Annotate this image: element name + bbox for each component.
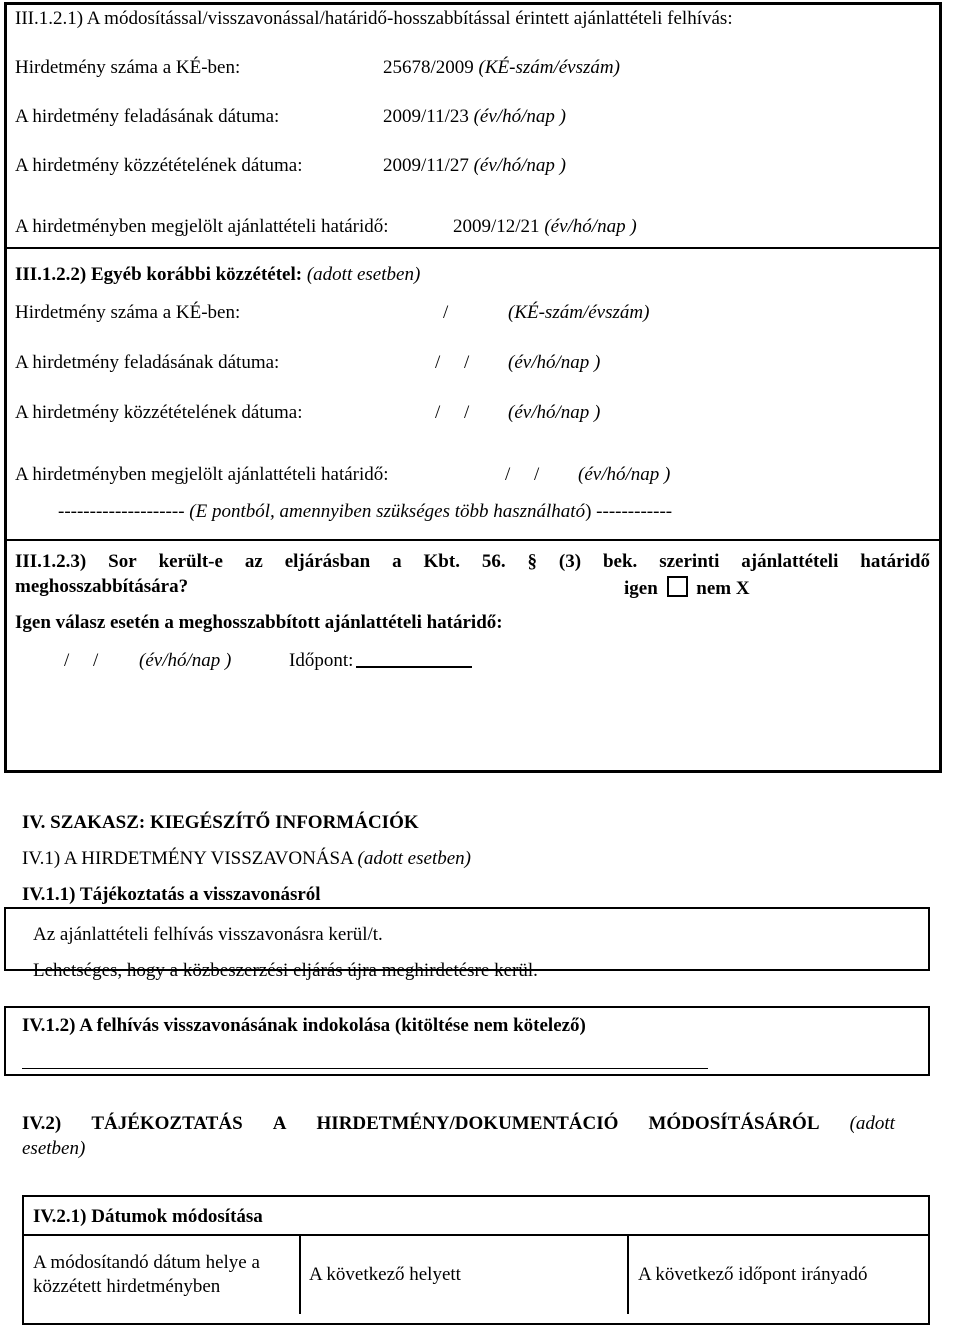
title-3123-word: III.1.2.3)	[15, 551, 87, 572]
notice-number-text: 25678/2009	[383, 57, 474, 78]
yes-label: igen	[624, 578, 658, 599]
title-3123-word: (3)	[558, 551, 582, 572]
dispatch-date-hint: (év/hó/nap )	[473, 106, 566, 127]
iv2-word: HIRDETMÉNY/DOKUMENTÁCIÓ	[316, 1113, 619, 1134]
iv2-word: TÁJÉKOZTATÁS	[91, 1113, 243, 1134]
section-iv-title: IV. SZAKASZ: KIEGÉSZÍTŐ INFORMÁCIÓK	[22, 812, 419, 833]
section-iv1-title	[22, 848, 471, 870]
deadline-text: 2009/12/21	[453, 216, 540, 237]
section-title-3123-line2: meghosszabbítására?	[15, 576, 189, 597]
other-deadline-value: / /	[505, 464, 540, 485]
iv2-word: MÓDOSÍTÁSÁRÓL	[648, 1113, 820, 1134]
section-title-3122	[15, 264, 420, 286]
other-deadline-label: A hirdetményben megjelölt ajánlattételi határidő:	[15, 464, 389, 485]
withdrawal-info-line1: Az ajánlattételi felhívás visszavonásra kerül/t.	[33, 924, 383, 945]
publication-date-value	[383, 155, 566, 177]
title-3123-word: bek.	[602, 551, 638, 572]
section-title-3122-hint: (adott esetben)	[306, 264, 421, 285]
title-3123-word: határidő	[860, 551, 930, 572]
other-dispatch-date-value: / /	[435, 352, 470, 373]
other-publication-date-hint: (év/hó/nap )	[508, 402, 601, 423]
title-3123-word: Kbt.	[423, 551, 460, 572]
section-title-3123-line1	[15, 551, 930, 573]
publication-date-text: 2009/11/27	[383, 155, 469, 176]
iv2-hint: (adott	[849, 1113, 895, 1134]
extended-deadline-question: Igen válasz esetén a meghosszabbított ajánlattételi határidő:	[15, 612, 503, 633]
withdrawal-reason-title: IV.1.2) A felhívás visszavonásának indokolása (kitöltése nem kötelező)	[22, 1015, 586, 1036]
separator-left: --------------------	[58, 501, 185, 522]
deadline-label: A hirdetményben megjelölt ajánlattételi határidő:	[15, 216, 389, 237]
no-label: nem X	[696, 578, 750, 599]
title-3123-word: szerinti	[659, 551, 720, 572]
section-divider	[4, 247, 942, 249]
col-header-instead-of: A következő helyett	[309, 1264, 461, 1285]
title-3123-word: került-e	[158, 551, 223, 572]
title-3123-word: eljárásban	[284, 551, 371, 572]
extended-deadline-date: / /	[64, 650, 99, 671]
other-dispatch-date-hint: (év/hó/nap )	[508, 352, 601, 373]
title-3123-word: a	[392, 551, 402, 572]
notice-number-label: Hirdetmény száma a KÉ-ben:	[15, 57, 241, 78]
separator-close: )	[585, 501, 592, 522]
dates-table-divider	[22, 1234, 930, 1236]
other-notice-number-hint: (KÉ-szám/évszám)	[508, 302, 650, 323]
yes-no-choice	[624, 576, 750, 600]
time-label: Időpont:	[289, 650, 354, 671]
publication-date-label: A hirdetmény közzétételének dátuma:	[15, 155, 303, 176]
extended-deadline-hint: (év/hó/nap )	[139, 650, 232, 671]
time-input-line[interactable]	[356, 666, 472, 668]
other-deadline-hint: (év/hó/nap )	[578, 464, 671, 485]
section-title-3122-text: III.1.2.2) Egyéb korábbi közzététel:	[15, 264, 303, 285]
publication-date-hint: (év/hó/nap )	[473, 155, 566, 176]
dates-table-col-divider	[299, 1234, 301, 1314]
withdrawal-reason-input-line[interactable]	[22, 1068, 708, 1069]
separator-right: ------------	[596, 501, 673, 522]
deadline-hint: (év/hó/nap )	[544, 216, 637, 237]
notice-number-hint: (KÉ-szám/évszám)	[478, 57, 620, 78]
dates-table-col-divider	[627, 1234, 629, 1314]
col-header-new-date: A következő időpont irányadó	[638, 1264, 868, 1285]
section-iv2-title-line2: esetben)	[22, 1138, 86, 1159]
iv2-word: A	[272, 1113, 287, 1134]
section-iv2-title-line1	[22, 1113, 895, 1135]
dates-table-title: IV.2.1) Dátumok módosítása	[33, 1206, 263, 1227]
other-publication-date-value: / /	[435, 402, 470, 423]
dispatch-date-value	[383, 106, 566, 128]
yes-checkbox[interactable]	[667, 576, 688, 597]
notice-number-value	[383, 57, 620, 79]
separator-text: (E pontból, amennyiben szükséges több használható	[189, 501, 586, 522]
title-3123-word: Sor	[108, 551, 137, 572]
withdrawal-info-line2: Lehetséges, hogy a közbeszerzési eljárás újra meghirdetésre kerül.	[33, 960, 538, 981]
deadline-value	[453, 216, 637, 238]
title-3123-word: ajánlattételi	[741, 551, 839, 572]
other-publication-date-label: A hirdetmény közzétételének dátuma:	[15, 402, 303, 423]
section-iv1-text: IV.1) A HIRDETMÉNY VISSZAVONÁSA	[22, 848, 353, 869]
section-title-3121: III.1.2.1) A módosítással/visszavonással/határidő-hosszabbítással érintett ajánlattételi felhívás:	[15, 8, 733, 29]
section-iv1-hint: (adott esetben)	[357, 848, 471, 869]
other-dispatch-date-label: A hirdetmény feladásának dátuma:	[15, 352, 280, 373]
title-3123-word: az	[244, 551, 263, 572]
other-notice-number-label: Hirdetmény száma a KÉ-ben:	[15, 302, 241, 323]
dispatch-date-text: 2009/11/23	[383, 106, 469, 127]
separator-note	[58, 501, 672, 523]
other-notice-number-value: /	[443, 302, 449, 323]
title-3123-word: §	[527, 551, 538, 572]
section-divider	[4, 539, 942, 541]
iv2-word: IV.2)	[22, 1113, 62, 1134]
section-iv11-title: IV.1.1) Tájékoztatás a visszavonásról	[22, 884, 321, 905]
dispatch-date-label: A hirdetmény feladásának dátuma:	[15, 106, 280, 127]
col-header-location-line1: A módosítandó dátum helye a	[33, 1252, 260, 1273]
title-3123-word: 56.	[481, 551, 506, 572]
col-header-location-line2: közzétett hirdetményben	[33, 1276, 221, 1297]
